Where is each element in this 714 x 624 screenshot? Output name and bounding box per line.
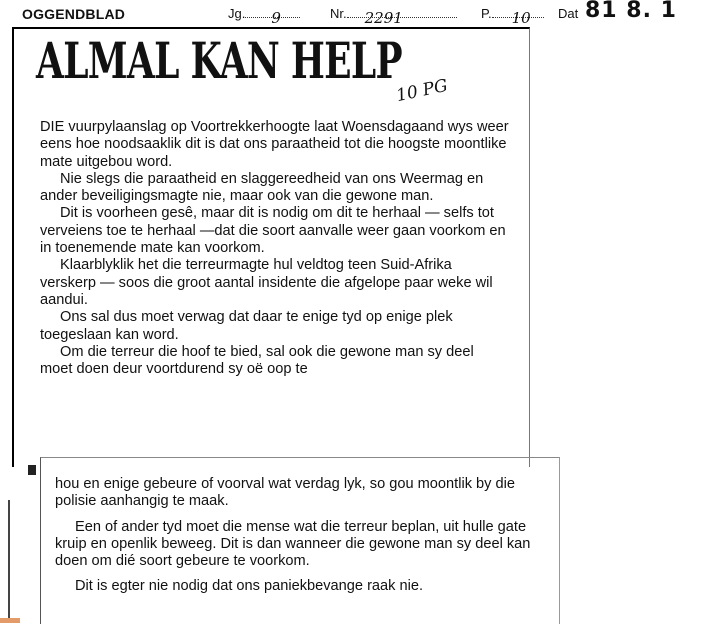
volume-label: Jg. bbox=[228, 6, 246, 21]
volume-value: 9 bbox=[271, 9, 281, 27]
paragraph: Om die terreur die hoof te bied, sal ook die gewone man sy deel moet doen deur voortdurend sy oë oop te bbox=[40, 343, 474, 378]
clipping-part-1 bbox=[12, 27, 530, 467]
paper-edge bbox=[8, 500, 10, 623]
clipping-part-2 bbox=[40, 457, 560, 624]
paper-scrap bbox=[28, 465, 36, 475]
date-label: Dat bbox=[558, 6, 579, 21]
paragraph: hou en enige gebeure of voorval wat verdag lyk, so gou moontlik by die polisie aanhangig te maak. bbox=[55, 476, 515, 510]
page-value: 10 bbox=[511, 9, 531, 27]
article-headline: ALMAL KAN HELP bbox=[36, 31, 402, 90]
paragraph: Nie slegs die paraatheid en slaggereedheid van ons Weermag en ander beveiligingsmagte nie, maar ook van die gewone man. bbox=[40, 170, 484, 205]
page-label: P. bbox=[481, 6, 492, 21]
article-body-part-2 bbox=[55, 476, 531, 596]
number-label: Nr. bbox=[330, 6, 347, 21]
handwritten-initials: 10 PG bbox=[394, 75, 450, 107]
newspaper-name: OGGENDBLAD bbox=[22, 6, 126, 22]
paragraph: DIE vuurpylaanslag op Voortrekkerhoogte laat Woensdagaand wys weer eens hoe noodsaaklik dit is dat ons paraatheid tot die hoogste moontlike mate uitgebou word. bbox=[40, 119, 509, 170]
date-field bbox=[558, 6, 578, 21]
paragraph: Een of ander tyd moet die mense wat die terreur beplan, uit hulle gate kruip en openlik beweeg. Dit is dan wanneer die gewone man sy deel kan doen om dié soort gebeure te voorkom. bbox=[55, 518, 531, 570]
paragraph: Dit is voorheen gesê, maar dit is nodig om dit te herhaal — selfs tot verveiens toe te herhaal —dat die soort aanvalle weer gaan voorkom en in toenemende mate kan voorkom. bbox=[40, 205, 506, 257]
article-body-part-1 bbox=[40, 119, 510, 378]
clipping-header bbox=[0, 0, 714, 27]
date-stamp: 81 8. 1 bbox=[585, 0, 677, 23]
page-field bbox=[481, 6, 544, 27]
paragraph: Klaarblyklik het die terreurmagte hul veldtog teen Suid-Afrika verskerp — soos die groot aantal insidente die afgelope paar weke wil aandui. bbox=[40, 257, 493, 308]
tape-mark bbox=[0, 618, 20, 623]
paragraph: Ons sal dus moet verwag dat daar te enige tyd op enige plek toegeslaan kan word. bbox=[40, 309, 453, 343]
number-field bbox=[330, 6, 457, 27]
volume-field bbox=[228, 6, 300, 27]
number-value: 2291 bbox=[364, 9, 403, 27]
paragraph: Dit is egter nie nodig dat ons paniekbevange raak nie. bbox=[75, 578, 424, 595]
